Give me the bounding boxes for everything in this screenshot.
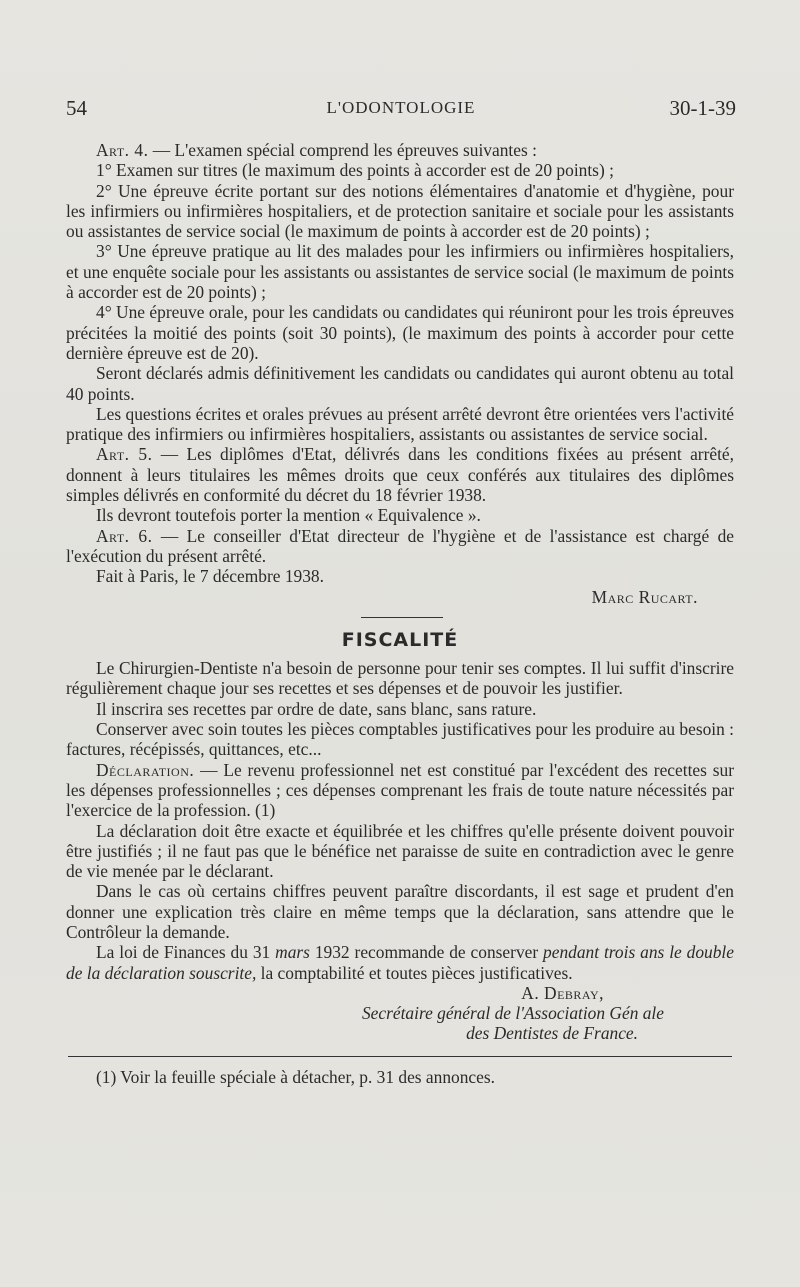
paragraph: 1° Examen sur titres (le maximum des points à accorder est de 20 points) ;: [96, 160, 614, 181]
paragraph: Fait à Paris, le 7 décembre 1938.: [96, 566, 324, 587]
running-head: [66, 96, 736, 126]
paragraph: Le Chirurgien-Dentiste n'a besoin de personne pour tenir ses comptes. Il lui suffit d'inscrire régulièrement chaque jour ses recettes et ses dépenses et de pouvoir les justifier.: [66, 658, 734, 699]
section-title: FISCALITÉ: [341, 628, 459, 651]
paragraph: 4° Une épreuve orale, pour les candidats ou candidates qui réuniront pour les trois épreuves précitées la moitié des points (soit 30 points), (le maximum des points à accorder pour cette dernière épreuve est de 20).: [66, 302, 734, 363]
article-label: Art. 5.: [96, 444, 153, 465]
footnote: (1) Voir la feuille spéciale à détacher, p. 31 des annonces.: [96, 1066, 495, 1087]
section-divider: [361, 617, 443, 618]
article-4-intro: Art. 4. — L'examen spécial comprend les épreuves suivantes :: [96, 140, 537, 160]
paragraph: 3° Une épreuve pratique au lit des malades pour les infirmiers ou infirmières hospitaliers, et une enquête sociale pour les assistants ou assistantes de service social (le maximum de points à accorder est de 20 points) ;: [66, 241, 734, 303]
paragraph: Il inscrira ses recettes par ordre de date, sans blanc, sans rature.: [96, 698, 537, 719]
declaration-label: Déclaration.: [96, 759, 195, 780]
paragraph: Les questions écrites et orales prévues au présent arrêté devront être orientées vers l'activité pratique des infirmiers ou infirmières hospitaliers, assistants ou assistantes de service social.: [66, 403, 734, 445]
signature-block: [66, 983, 734, 1044]
paragraph: La déclaration doit être exacte et équilibrée et les chiffres qu'elle présente doivent pouvoir être justifiés ; il ne faut pas que le bénéfice net paraisse de suite en contradiction avec le genre de vie menée par le déclarant.: [66, 820, 734, 882]
signature-organization: des Dentistes de France.: [466, 1023, 638, 1044]
paragraph: Dans le cas où certains chiffres peuvent paraître discordants, il est sage et prudent d'en donner une explication très claire en même temps que la déclaration, sans attendre que le Contrôleur la demande.: [66, 881, 734, 942]
signatory: Marc Rucart.: [591, 586, 698, 607]
page-body: [66, 140, 734, 1087]
paragraph: Ils devront toutefois porter la mention « Equivalence ».: [96, 505, 481, 526]
article-6: Art. 6. — Le conseiller d'Etat directeur de l'hygiène et de l'assistance est chargé de l'exécution du présent arrêté.: [66, 525, 734, 566]
signature-role: Secrétaire général de l'Association Gén ale: [361, 1003, 664, 1024]
article-label: Art. 6.: [96, 525, 153, 546]
signature-name: A. Debray,: [521, 982, 604, 1003]
paragraph: Conserver avec soin toutes les pièces comptables justificatives pour les produire au besoin : factures, récépissés, quittances, etc...: [66, 719, 734, 760]
article-5: Art. 5. — Les diplômes d'Etat, délivrés dans les conditions fixées au présent arrêté, donnent à leurs titulaires les mêmes droits que ceux conférés aux titulaires des diplômes simples délivrés en conformité du décret du 18 février 1938.: [66, 444, 734, 506]
paragraph: Seront déclarés admis définitivement les candidats ou candidates qui auront obtenu au total 40 points.: [66, 363, 734, 404]
footnote-rule: [68, 1056, 732, 1057]
paragraph: La loi de Finances du 31 mars 1932 recommande de conserver pendant trois ans le double de la déclaration souscrite, la comptabilité et toutes pièces justificatives.: [66, 942, 734, 983]
article-label: Art. 4.: [96, 140, 149, 160]
journal-title: L'ODONTOLOGIE: [326, 98, 476, 117]
paragraph: 2° Une épreuve écrite portant sur des notions élémentaires d'anatomie et d'hygiène, pour les infirmiers ou infirmières hospitaliers, et de protection sanitaire et sociale pour les assistants ou assistantes de service social (le maximum de points à accorder est de 20 points) ;: [66, 180, 734, 242]
declaration-paragraph: Déclaration. — Le revenu professionnel net est constitué par l'excédent des recettes sur les dépenses professionnelles ; ces dépenses comprenant les frais de toute nature nécessités par l'exercice de la profession. (1): [66, 759, 734, 821]
page-number: 54: [66, 96, 87, 120]
issue-date: 30-1-39: [669, 96, 736, 120]
